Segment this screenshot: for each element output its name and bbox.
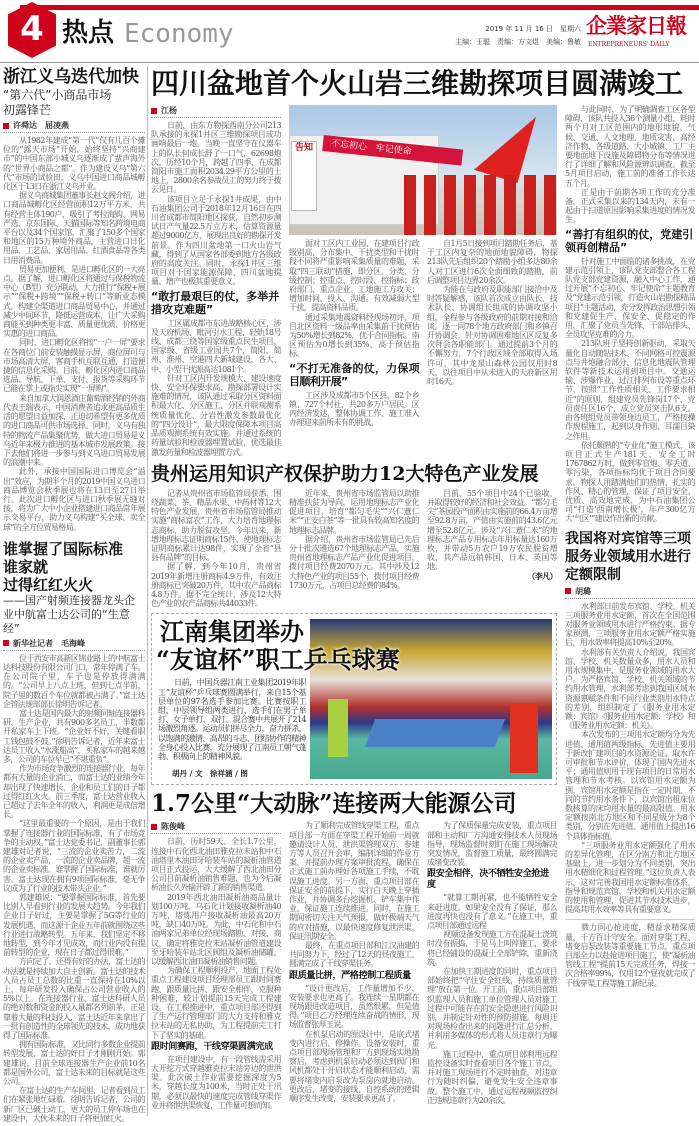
column-divider — [147, 66, 148, 1116]
main-area — [151, 66, 697, 1110]
byline: 许舜达 屈凌燕 — [3, 120, 145, 133]
paragraph: 为了顺利完成管线穿渠工程，重点项目部一方面在穿渠工程开始前一周就邀请设计人员、泄洪渠管理双方、参建方等人员召开会审，编制详细的作业方案，并提前办理方案审批流程，确保在正式施工前办理好各项施工手续，不耽误施工进度。另一方面，重点项目部在保证安全的前提下，实行白天晚上穿插作业，并协调多台挖掘机、铲车集中作业，保证施工连续推进。同时，在施工期间密切关注天气预报，做好极端天气的应对措施，以最快速度修复泄洪渠，保证汛期安全。 — [289, 821, 419, 941]
paragraph: 与此同时，为了明确调查工区各型障碍，该队共投入36个测量小组，耗时两个月对工区范围内的地形地貌、气候、交通、人文地理、地质灾害、高经济作物、各级道路、大小城镇、工厂主要地面地下设施及障碍物分布等情况进行了详细了解和风险源辨识调查。截至5月项目启动，施工前的准备工作长达五个月。 — [565, 105, 695, 188]
article-body — [565, 602, 695, 915]
byline: 江杨 — [151, 105, 281, 118]
article-body — [289, 821, 419, 968]
left-column — [3, 67, 145, 1123]
article-body — [427, 893, 557, 1105]
page-header — [0, 0, 699, 64]
byline: 陈俊峰 — [151, 821, 281, 834]
paragraph: 面对工区内工业园、在建项目行政级别高、分布集中、干扰类型和干扰时段不同将严重影响采集质量的难题，采取“四三联动”措施，即分区、分类、分级控制；控重点、控时段、控指标；政府部门、重点企业、工地施工方攻关；增加时间、投入、沟通。有效减弱大型干扰，提高资料品质。 — [289, 239, 419, 313]
editors: 主编：王聪 责编：方文煜 美编：鲁敏 — [455, 38, 581, 46]
section-subheading: 跟安全相伴，决不牺牲安全抢进度 — [427, 869, 549, 891]
article-body — [3, 654, 145, 1123]
photo-sichuan-crew — [289, 105, 557, 235]
section-subheading: “善打有组织的仗，党建引领再创精品” — [565, 227, 694, 254]
article-subtitle: 初露锋芒 — [3, 103, 52, 117]
article-title: 谁家就 — [3, 557, 49, 576]
article-body — [151, 1055, 281, 1110]
paragraph: 作为市场竞争激烈的连接器行业，每年都有大量的企业消亡，而富士达的业绩今年却出现了快速增长，企业和员工们的日子都过得红红火火。前三季度，富士达营业收入已超过了去年全年的收入，利润更是成倍增长。 — [3, 764, 145, 820]
section-title-en: Economy — [124, 19, 234, 49]
article-body — [151, 319, 281, 457]
article-body: 日前，中国兵器江南工业集团2019年职工“友谊杯”乒乓球赛圆满举行，来自15个基层单位的97名选手参加比赛。比赛按职工组、中层领导组两类进行，选手们在男子单打、女子单打、双打、混合赛中共展开了214场激烈角逐。运动员们拼尽全力，奋力拼杀，以饱满的激情、高昂的斗志、团结协作的精神全身心投入比赛，充分展现了江南员工朝气蓬勃、积极向上的精神风貌。 — [158, 678, 306, 761]
red-flag — [474, 117, 536, 183]
article-body — [565, 105, 695, 225]
paragraph: 为能在与政府及职能部门接洽中及时答疑解惑，该队首次成立由队长、技术队长、协调组长组成的协调攻坚小组，全程参与各级政府的前期对接和洽谈。逐一同78个地方政府部门和乡镇召开协调会，针对协调困难地区区反复多次拜会各职能部门。通过提前3个月的不懈努力，7个行政区域全部取得入场许可，其中龙泉山森林公园仅用时8天，以往项目中从未进入的天府新区用时16天。 — [427, 285, 557, 387]
paragraph: 本次发布的三项用水定额均分为先进值、通用值两级指标。先进值主要用于新改扩建项目的水资源论证、取水许可审批和节水评价，体现了国内先进水平；通用值则用于现有项目的日常用水管理和节水考核。以宾馆用水定额为例，宾馆用水定额是指在一定时期、不同的节约用水条件下，以宾馆出租床位数核算的床均用水量的最高限值。用水定额按南北方地区和不同星级分为8个类别，分别在先进值、通用值上提出16个具体指标值。 — [565, 730, 695, 841]
photo-credit: 胡丹 / 文 徐祥涵 / 图 — [172, 769, 248, 779]
headline-pipeline: 1.7公里“大动脉”连接两大能源公司 — [151, 790, 517, 818]
pipeline-col-3 — [427, 821, 557, 1105]
paragraph: 2019年西北油田凝析油商品量计划100万吨，乌石化计划接收凝析油40万吨，塔炼用户接收凝析油最高20万吨，缺口40万吨。为此，中石化和中石油两家兄弟单位经现场踏勘、对接、商议，确定将雅克拉末站凝析油管道建设至牙哈装车站北区阀组及凝析油储罐，以缓解西北油田凝析油销售问题。 — [151, 892, 281, 966]
paragraph: 来自加拿大润恩酒庄葡萄酒经销的外商代表王瑞表示，中国消费者追求更高品质生活的愿望日益加深，正迫切希望有更多优质的进口商品可供市场选择。同时，义乌有独特的物流产品集聚优势，做大进口贸易是义乌近年来极力推进的基本城市发展政策。接下去他们将进一步参与到义乌进口贸易发展的浪潮中来。 — [3, 393, 145, 468]
article-body — [289, 239, 419, 427]
paragraph: 据了解，到今年10月，贵州省2019年新增注册商标4.9万件，有效注册商标已突破20万件，其中农产品商标4.8万件。据不完全统计，涉及12大特色产业的农产品商标共44033件。 — [151, 562, 281, 609]
workers — [404, 175, 557, 235]
header-rule — [0, 62, 699, 63]
player-right — [510, 703, 538, 773]
paragraph: 富士达是国内最大的射频同轴连接器科研、生产企业，共有900多名员工，半数都开私家车上下班。“企业好不好，关键看职工钱包鼓不鼓。”徐明告诉记者，近年来富士达员工收入“水涨船高”，买私家车的越来越多，公司的车位早已“不堪重负”。 — [3, 708, 145, 764]
paragraph: 在加快工期进度的同时，重点项目部始终把“守住安全红线，持续质量管理”放在第一位。开工前，重点项目部组织监理人员和施工单位管理人员对施工过程中可能存在的安全隐患进行风险识别，并制定针对性的预防措施。每周还对现场检查出来的问题进行汇总分析，并利用多媒体的形式将人员违章行为曝光。 — [427, 966, 557, 1050]
article-title: 江南集团举办 — [160, 617, 304, 647]
paragraph: 目前，55个项目中24个已验收，并取得较好的经济和社会效益。“都匀毛尖”茶园投产面积由实施前的66.4万亩增至92.8万亩，产值由实施前的43.6亿元增至52.8亿元。涉及“兴仁薏仁米”的地理标志产品专用标志年用标量达160万枚，并带动5万农户19万农民脱贫增收，其产品远销韩国、日本、英国等地。 — [427, 488, 557, 572]
paragraph: 据义乌商城集团董事长赵文阁介绍，进口商品城孵化区经营面积12万平方米，共有经营主体190户，吸引了考拉海购、网易严选、京东国际、天猫国际等知名跨境电商平台以及34个国家馆，汇聚了150多个国家和地区的15万种境外商品，主营进口日化用品、工艺品、家居用品、红酒食品等各类日用消费品。 — [3, 191, 145, 265]
paragraph: 自1月5日接到项目踏勘任务后，基于工区内复杂的地面地貌障碍，物探213队先后组织20个踏勘小组多达80余人对工区进行6次全面细致的踏勘，前后调整项目边界20余次。 — [427, 239, 557, 285]
paragraph: 在富士达的生产车间里，记者看到员工们在紧张地忙碌着。徐明告诉记者，公司的新厂区已破土动工，更大的员工停车场也在建设中，大伙未来的日子将更加红火。 — [3, 1086, 145, 1123]
paragraph: 日前，历时59天、全长1.7公里，连接中石化西北油田雅克拉末站和中石油塔里木油田牙哈装车站的凝析油管道项目正式投运，大大缓解了西北油田分公司目前凝析油销售难题，也为今后凝析油长久外输开辟了新的销售渠道。 — [151, 837, 281, 893]
page-number: 4 — [20, 9, 44, 49]
pipeline-col-1 — [151, 821, 281, 1110]
paragraph: 此外，承接中国国际进口博览会“溢出”效应，为期半个月的2019中国义乌进口商品博览会秋季展也将在13日至27日举行。此次进口孵化区与进口秋季展无缝对接，将为广大中小企业搭建进口商品常年展示交易平台，助力义乌构建“买全球、卖全球”的全方位贸易格局。 — [3, 467, 145, 532]
article-subtitle: ——国产射频连接器龙头企业中航富士达公司的“生意经” — [3, 593, 135, 635]
article-body — [565, 257, 695, 524]
photo-table-tennis — [310, 619, 552, 779]
paragraph: 该项目立足于永探1井成果，由中石油集团公司于2018年12月16日在四川省成都市简阳地区探获，自然初步测试日产气量22.5万立方米，估算资源量超过9000亿方，展现出良好的勘探开发前景。作为四川盆地第一口火山岩气藏，得到了从国家各部委到地方各级政府的高度关注。同时，永探1井区三维项目对于国家能源保障、四川盆地提量、增产也极其重要意义。 — [151, 194, 281, 287]
article-guizhou — [151, 489, 557, 609]
article-pipeline — [151, 821, 557, 1110]
paragraph: 在项目建设中，有一段管线需采用大开挖方式穿越雅克拉末站旁边的泄洪渠。此次破土作业需要挖掘深度为5米，穿越长度为100米，当时正处于汛期，必须以最快的速度完成管线穿渠作业并将泄洪渠恢复，工作量可想而知。 — [151, 1054, 281, 1110]
issue-date: 2019 年 11 月 16 日 星期六 — [485, 25, 581, 33]
top-red-bar — [20, 5, 699, 10]
article-body — [289, 984, 419, 1104]
paragraph: 拥有国际标准，又比同行多数企业提前转型发展，富士达的好日子才刚刚开始。郭建雄说，目前全球连接器生产企业前10名都是国外公司，富士达未来的目标就是这些公司。 — [3, 1040, 145, 1087]
section-subheading: “不打无准备的仗，力保项目顺利开展” — [289, 361, 419, 388]
paragraph: 同时，进口孵化区将按“一户一屏”要求在各商位门前安装触摸显示屏，商位屏可与市场高清大屏、客商手机互联互通，打造便捷的信息化采购。目前，孵化区内进口商品选品、导航、下单、支付、报货等采购环节已能在掌上或指尖实现“一屏购”。 — [3, 338, 145, 394]
paragraph: 针对施工中面临的诸多挑战，在党建示范引领上，该队党支部整合各工程队党支部党建资源，融入中心工作，通过开展“不忘初心、牢记使命”主题教育及“党建示范引领，打造火山岩勘探精品项目”主题活动，充分发挥政治思想引领和党建促生产、保安全、促稳定的作用，汇聚了党员当先锋、干部站排头、全员攻坚克难的合力。 — [565, 256, 695, 340]
article-body — [427, 239, 557, 386]
section-subheading: 跟时间赛跑，干线穿渠圆满完成 — [151, 1041, 273, 1052]
paragraph: 水利部有关负责人介绍说，我国宾馆、学校、机关数量众多，用水人员和用水规模集中，是服务业领域的用水大户。为严格宾馆、学校、机关领域的节约用水管理，水利部考虑到我国区域水资源禀赋条件和不同行业类别用水特点的差别，组织制定了《服务业用水定额：宾馆》《服务业用水定额：学校》和《服务业用水定额：机关》。 — [565, 647, 695, 731]
banner: 不忘初心 牢记使命 — [322, 135, 463, 166]
newspaper-logo-en: ENTREPRENEURS' DAILY — [588, 41, 670, 48]
article-body — [289, 489, 419, 590]
article-body — [565, 919, 695, 987]
paragraph: 施工过程中，重点项目部利用远程监控设备实时查看项目各个施工节点，并对施工现场进行不定时抽查，对违章行为随时纠偏，避免发生安全违章事故。整个施工中，通过远程视频监控纠正违规违章行为20余次。 — [427, 1049, 557, 1105]
paragraph: “设计更改后，工作量增加不少，安装要求也更高了。我连续一星期都在现场跟进改造项目，虽然很累，但是值得。”项目乙方经理连续奋战的情形，现场监督张厚玉说。 — [289, 983, 419, 1030]
paragraph: 为确保工程顺利投产，地面工程处重点工程建设项目经理部员工跟时间赛跑、跟质量比拼、跟安全相伴，克服种种困难，较计划提前15天完成工程建设。在工程推进中，重点项目部还得到了生产运行管理部门的大力支持和雅克拉末站的无私协助，为工程提前完工打下了坚实的基础。 — [151, 966, 281, 1040]
paragraph: 水利部日前发布宾馆、学校、机关三项服务业用水定额，首次在全国范围对服务业领域用水进行严格约束。据专家预测，三项服务业用水定额严格实施后，用水效率将提高10%至20%。 — [565, 601, 695, 648]
paragraph: 郭建雄说：“要掌握国际标准，首先要比别人早看到行业的发展大趋势。今年我们企业日子好过，主要是掌握了5G等行业的发展机遇，而这源于企业五年前就围绕这些行业进行战略转型。五年来，我们坚定不移地转型，到今年才见成效，而行业内没有提前转型的企业，现在日子都过得很难。” — [3, 893, 145, 958]
article-body — [427, 821, 557, 867]
paragraph: 在机泵启动的原设计中，是底式堵变内进行启、停操作。设备安装时，重点项目部现场管理和厂方到现场实地勘察后，考虑到机泵启动必须达到阀门和风机都处于开启状态才能顺利启动，需要将堵变内启泵改为泵房内就地启动。更改后，堵变的接线、自控系统的逻辑顺序发生改变，安装要求更高了。 — [289, 1029, 419, 1104]
article-body — [151, 837, 281, 1039]
paragraph: 视频设备发现施工方在混凝土浇筑时没有振捣，于是马上叫停施工，要求将已经铺设的混凝土全部铲除，重新浇筑。 — [427, 930, 557, 967]
article-title: 谁掌握了国际标准 — [3, 539, 124, 558]
paragraph: “就算工期再紧，也不能牺牲安全来赶进度。如果安全没有了保证，那么进度再快也没有了意义。”在施工中，重点项目部通过远程 — [427, 893, 557, 930]
player-left — [328, 699, 348, 757]
article-body — [427, 489, 557, 581]
paragraph: 213队班子坚持创新驱动，采取矢量化自动随钻技术、不同网格可控震源点与井炮融合部分、信息化地震队管理软件等新技术运用到项目中。交通运输、涉爆作业、过江排列布设等重点环节，按照“工作性质相关、工作要求相近”的原则，组建党员先锋岗17个、党员责任区16个，成立党员突击队6支。由各班组党员带领身边员工，严格按操作规程施工，起到以身作则、耳濡目染之作用。 — [565, 339, 695, 441]
paragraph: 针对工区内开发规模大、建设速度快、安全环保要求高、勘探部署设计实施难的情况，该队通过采取分区资料面积最大化、分区施工、分区并联观测系统质量优化、分岩性激发参数最优化的“四分设计”，最大限度保障本项目高品质观测系统有效实施。并通过系统的药量试验和检波器埋置试验，优选最佳激发药量和检波器埋置方式。 — [151, 373, 281, 457]
section-subheading: 跟质量比拼，严格控制工程质量 — [289, 970, 411, 981]
pipeline-col-2 — [289, 821, 419, 1103]
article-title: 浙江义乌迭代加快 — [3, 67, 139, 87]
sichuan-photo-area — [289, 105, 557, 427]
ping-pong-table — [365, 719, 505, 747]
paragraph: 方向定了，还得有好的办法，富士达的办法就是持续加大自主创新。富士达的技术人员占员工总数的比重一直保持在10%以上，每年研发投入确保占公司营业收入的5%以上。在连接器行业，富士达科研人员的绝对数和资金的投入量都名列前茅。正是靠着大量的科技投入，富士达近年来拿出了一批有创造性的全球领先的技术，成功地获得了国际标准。 — [3, 957, 145, 1041]
feature-box-jiangnan — [151, 613, 557, 785]
article-title: 我国将对宾馆等三项服务业领域用水进行定额限制 — [565, 530, 691, 583]
article-body — [151, 489, 281, 609]
article-subtitle: “第六代”小商品市场 — [3, 88, 112, 102]
sichuan-under-photo — [289, 239, 557, 427]
paragraph: 戮力同心抢进度，精益求精保质量，千方百计守安全。面对穿渠工程、堵变启泵改装等重要施工节点，重点项目部全力以赴抢进项目施工，使“凝析油管线工程”提前15天完成任务，焊接一次合格率99%，仅用12个昼夜就完成了干线穿渠工程等施工新纪录。 — [565, 923, 695, 988]
article-sichuan — [151, 105, 557, 457]
paragraph: 通过采集地震资料经现场初评，项目北区资料一级品率由采集前干扰预估为50%增长到82%，优于合同指标。南区预估为0增长到35%，高于预估指标。 — [289, 312, 419, 359]
paragraph: 位于西安市高新区锦业路上的中航富士达科技股份有限公司门口，常年停满了车。在公司院子里，车子也是停放得满满的。“公司早上八点上班，但到七点半前，院子里的数百个车位就都被占满了。”富士达企管法规部部长徐明告诉记者。 — [3, 653, 145, 709]
main-grid — [151, 105, 697, 1110]
paragraph: 记者从贵州省市场监管局获悉，围绕蔬菜、茶、精品水果、中药材等12大特色产业发展，贵州省市场监管局推动实施“商标富农”工作，大力培育地理标志商标，助力脱贫攻坚。今年以来，新增地理标志证明商标15件，使地理标志证明商标累计达98件，实现了全省“县县有品牌”的目标。 — [151, 488, 281, 563]
article-body — [3, 136, 145, 532]
paragraph: 据介绍，贵州省市场监管局已先后分十批次遴选67个地理标志产品，实施贵州省地理标志产品产业化促进项目，拨付项目经费2070万元。其中涉及12大特色产业的项目55个，拨付项目经费1730万元，占项目总经费的84%。 — [289, 534, 419, 590]
main-left-columns — [151, 105, 557, 1110]
headline-sichuan: 四川盆地首个火山岩三维勘探项目圆满竣工 — [151, 67, 684, 100]
paragraph: 工区涉及成都市5个区县，82个乡镇、727个村社，共20多万户居民。区内经济发达，整体协调工作、施工准入办理迎来前所未有的挑战。 — [289, 390, 419, 428]
byline: 胡璐 — [565, 586, 695, 599]
paragraph: 正是由于前期各项工作的充分准备，正式采集以来的134天内，未有一起由于扫道原因影响采集进度的情况发生。 — [565, 187, 695, 225]
section-title: 热点 — [62, 18, 115, 48]
headline-guizhou: 贵州运用知识产权保护助力12大特色产业发展 — [151, 462, 539, 485]
paragraph: 日前，由东方物探西南分公司213队承接的永探1井区三维勘探项目成功画响最后一炮。当晚一直坚守在仪器车上的队长何成长舒了一口气，62698炮次，历经10个月，跨越了四季，在成都简阳市施工面积2034.29平方公里的土地上，2800余名参战员工的努力终于拨云见日。 — [151, 121, 281, 195]
paragraph: 从1982年建成“第一代”仅有几百个摊位的“露天市场”开始，始终坚持“兴商建市”的中国东部小城义乌逐渐成了蜚声海外的“世界小商品之都”。作为建设义乌“第六代”市场的试验田，义乌中国进口商品城孵化区于13日在浙江义乌开业。 — [3, 136, 145, 192]
paragraph: 为了保质保量完成安装，重点项目部和主动和厂方沟通安排技术人员现场指导，现场监督时刻盯在施工现场解决突发情况，监督施工质量，最终圆满完成堵变改装。 — [427, 821, 557, 868]
paragraph: 近年来，贵州省市场监管局以助推精准扶贫为导向，运用地理标志产业化促进项目，培育“都匀毛尖”“兴仁薏仁米”“正安白茶”等一批具有较高知名度的地理标志品牌。 — [289, 488, 419, 535]
byline: 新华社记者 毛海峰 — [3, 638, 145, 651]
article-title: “友谊杯”职工乒乓球赛 — [156, 645, 400, 675]
paragraph: 最终，在重点项目部和江汉油建的共同努力下，经过了12天的昼夜施工，圆满完成了干线穿渠任务。 — [289, 940, 419, 969]
article-body — [151, 121, 281, 287]
paragraph: “三项服务业用水定额强化了用水的差异化管理，在区分南方和北方地区基础上，进一步划分为不同类别，突出用水精细化和过程管理。”这位负责人表示，这对完善我国用水定额标准体系，指导和规范宾馆、学校和机关用水定额的使用和管理，促进其节水技术进步，提高其用水效率等具有重要意义。 — [565, 840, 695, 915]
section-subheading: “敢打最艰巨的仗，多举并措攻克难题” — [151, 289, 280, 316]
article-fujitsu — [3, 540, 145, 1123]
article-title: 过得红红火火 — [3, 575, 94, 594]
main-right-column — [565, 105, 695, 988]
credit: （李凡） — [527, 570, 557, 581]
newspaper-logo: 企業家日報 — [586, 13, 686, 38]
paragraph: 贸易更加便利，是进口孵化区的一大亮点。据了解，进口孵化区将通过与保税物流中心（B型）充分联动，大力推行“保税+展示”“保税+跨境”“保税+转口”等新业态模式，构建全渠道进口商品贸易中心，并通过减少中间环节，降低运营成本，让广大采购商能买到种类更丰富、质量更优质、价格更实惠的进口商品。 — [3, 264, 145, 339]
sichuan-col-1 — [151, 105, 281, 457]
notice-board: 告知 — [291, 141, 317, 211]
paragraph: 依托颇熟的“专业化”施工模式，该项目正式生产181天，安全工时1767862万时，做到零盲炮、零丢道、零污染，各项指标均优于项目合同要求。物探人用踏满他们的热情、扎实的作风、精心的管理，保证了项目安全、优质、高效地完成，为中石油集团公司“打造‘西南增长极’，年产300亿方大‘气区’”建设作出新的贡献。 — [565, 440, 695, 524]
paragraph: “这里最重要的一个原因，是由于我们掌握了连接器行业的国际标准，有了市场竞争的主动权。”富士达党委书记、副董事长郭建雄对记者说，“三流的企业卖苦力，二流的企业卖产品，一流的企业卖品牌，超一流的企业卖标准。谁掌握了国际标准，谁就厉害。富士达现在拥有9项国际标准，毫无争议成为了行业的技术带头企业。” — [3, 819, 145, 893]
article-water — [565, 530, 695, 915]
article-yiwu — [3, 67, 145, 532]
paragraph: 工区属成都市东进战略核心区，涉及天府机场、毗河引水工程、轻轨18号线、成都三绕等国家级重点民生项目，国家级、省级工业园共7个，简阳、简州、淮州、空港四大新城建设，各大、中、小型干扰源高达1081个。 — [151, 318, 281, 374]
